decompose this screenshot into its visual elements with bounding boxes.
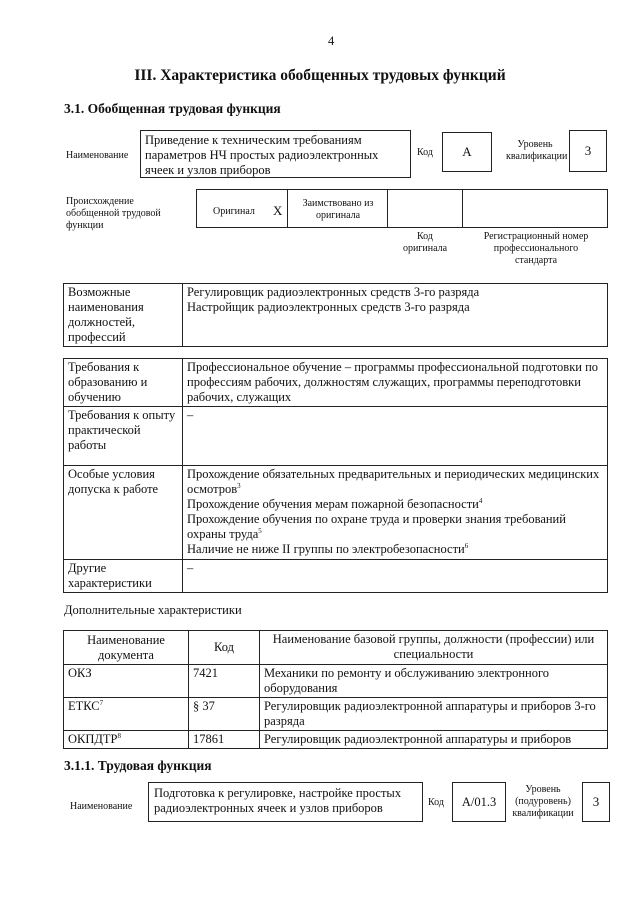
row-code: 17861 bbox=[189, 731, 260, 749]
positions-values bbox=[183, 284, 608, 347]
row-doc: ЕТКС$^7$ bbox=[64, 698, 189, 731]
tf-code-label: Код bbox=[428, 797, 444, 808]
tf-code-value: A/01.3 bbox=[452, 782, 506, 822]
additional-table bbox=[63, 630, 608, 749]
gtf-level-value: 3 bbox=[569, 130, 607, 172]
tf-name-label: Наименование bbox=[70, 801, 133, 812]
gtf-name-value: Приведение к техническим требованиям параметров НЧ простых радиоэлектронных ячеек и узлов приборов bbox=[140, 130, 411, 178]
condition-item: Прохождение обучения по охране труда и проверки знания требований охраны труда$^5$ bbox=[187, 512, 566, 541]
row-code: § 37 bbox=[189, 698, 260, 731]
tf-level-label: Уровень (подуровень) квалификации bbox=[512, 784, 574, 819]
original-mark: Х bbox=[273, 203, 283, 218]
gtf-name-label: Наименование bbox=[66, 150, 129, 161]
other-label: Другие характеристики bbox=[64, 560, 183, 593]
education-value: Профессиональное обучение – программы профессиональной подготовки по профессиям рабочих, должностям служащих, программы переподготовки рабочих, служащих bbox=[183, 359, 608, 407]
position-item: Настройщик радиоэлектронных средств 3-го разряда bbox=[187, 300, 470, 314]
original-label: Оригинал bbox=[213, 206, 255, 217]
condition-item: Прохождение обязательных предварительных и периодических медицинских осмотров$^3$ bbox=[187, 467, 600, 496]
gtf-heading: 3.1. Обобщенная трудовая функция bbox=[64, 101, 281, 116]
row-name: Регулировщик радиоэлектронной аппаратуры и приборов 3-го разряда bbox=[260, 698, 608, 731]
tf-heading: 3.1.1. Трудовая функция bbox=[64, 758, 212, 773]
positions-label: Возможные наименования должностей, профессий bbox=[64, 284, 183, 347]
row-doc: ОКПДТР$^8$ bbox=[64, 731, 189, 749]
origin-frame bbox=[196, 189, 608, 228]
col-header-name: Наименование базовой группы, должности (профессии) или специальности bbox=[260, 631, 608, 665]
origin-code-label: Код оригинала bbox=[402, 231, 448, 254]
conditions-values bbox=[183, 466, 608, 560]
section-title: III. Характеристика обобщенных трудовых функций bbox=[134, 67, 506, 84]
requirements-table bbox=[63, 358, 608, 593]
page-number: 4 bbox=[328, 34, 335, 48]
gtf-code-label: Код bbox=[417, 147, 433, 158]
position-item: Регулировщик радиоэлектронных средств 3-го разряда bbox=[187, 285, 480, 299]
row-doc: ОКЗ bbox=[64, 665, 189, 698]
condition-item: Наличие не ниже II группы по электробезопасности$^6$ bbox=[187, 541, 469, 556]
additional-heading: Дополнительные характеристики bbox=[64, 603, 242, 617]
table-row bbox=[64, 731, 608, 749]
tf-level-value: 3 bbox=[582, 782, 610, 822]
conditions-label: Особые условия допуска к работе bbox=[64, 466, 183, 560]
row-code: 7421 bbox=[189, 665, 260, 698]
gtf-level-label: Уровень квалификации bbox=[506, 139, 568, 162]
table-row bbox=[64, 665, 608, 698]
positions-table bbox=[63, 283, 608, 347]
col-header-doc: Наименование документа bbox=[64, 631, 189, 665]
other-value: – bbox=[183, 560, 608, 593]
borrowed-label: Заимствовано из оригинала bbox=[302, 198, 374, 221]
table-row bbox=[64, 698, 608, 731]
row-name: Механики по ремонту и обслуживанию электронного оборудования bbox=[260, 665, 608, 698]
experience-value: – bbox=[183, 407, 608, 466]
tf-name-value: Подготовка к регулировке, настройке простых радиоэлектронных ячеек и узлов приборов bbox=[148, 782, 423, 822]
condition-item: Прохождение обучения мерам пожарной безопасности$^4$ bbox=[187, 496, 483, 511]
gtf-code-value: А bbox=[442, 132, 492, 172]
reg-number-label: Регистрационный номер профессионального стандарта bbox=[483, 231, 589, 266]
row-name: Регулировщик радиоэлектронной аппаратуры и приборов bbox=[260, 731, 608, 749]
gtf-origin-label: Происхождение обобщенной трудовой функции bbox=[66, 196, 161, 231]
education-label: Требования к образованию и обучению bbox=[64, 359, 183, 407]
experience-label: Требования к опыту практической работы bbox=[64, 407, 183, 466]
col-header-code: Код bbox=[189, 631, 260, 665]
